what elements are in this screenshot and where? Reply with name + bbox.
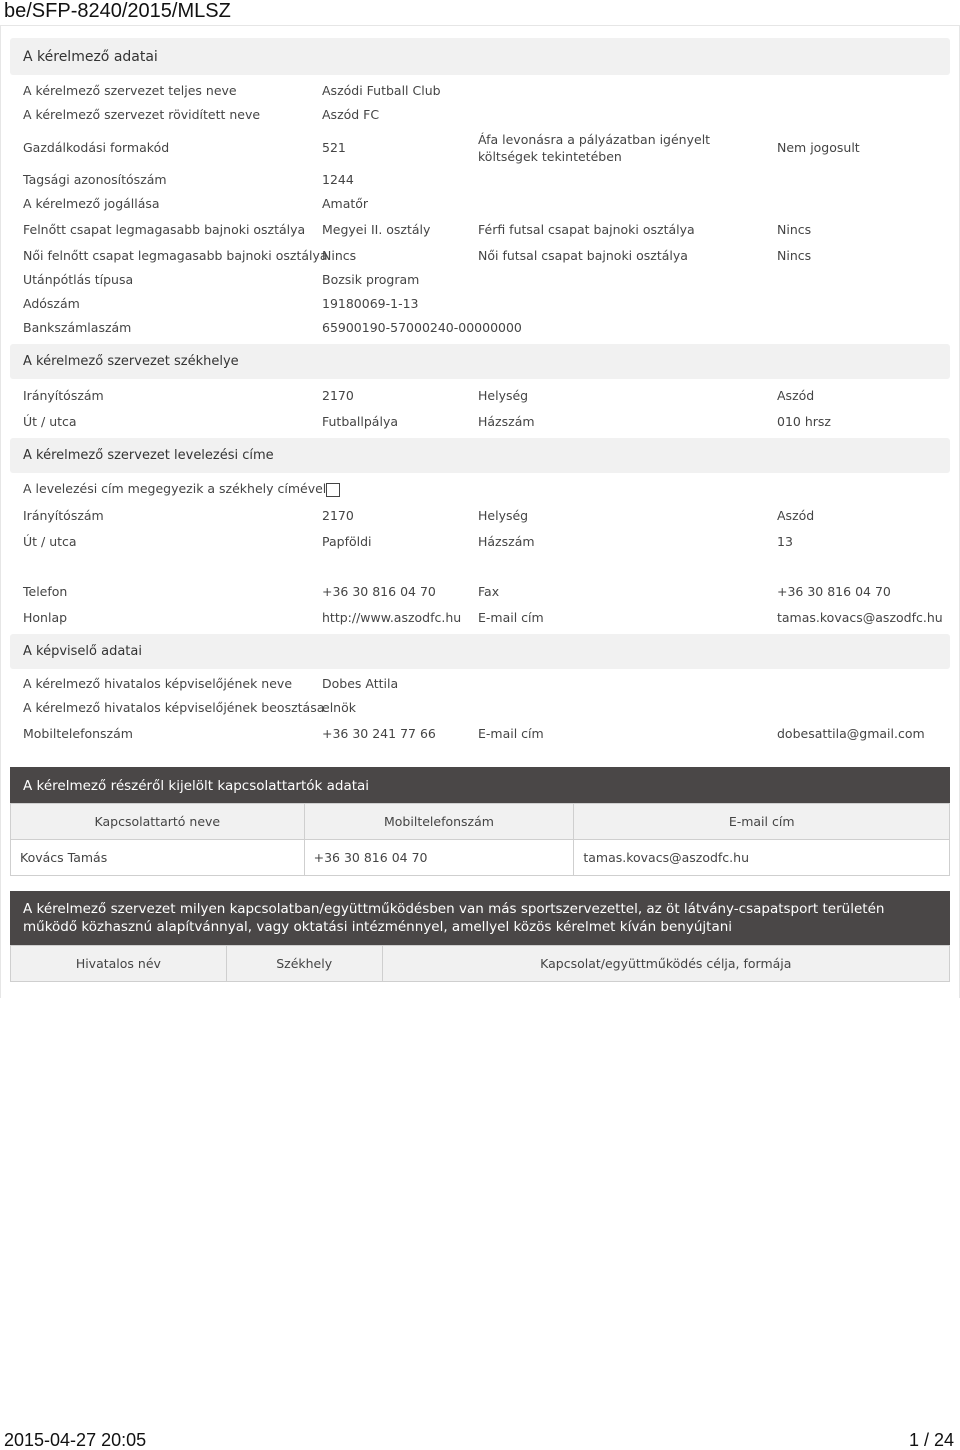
web-value[interactable]: http://www.aszodfc.hu [322, 610, 462, 625]
mail-street-label: Út / utca [23, 534, 77, 549]
col-header-seat: Székhely [226, 946, 382, 982]
vat-value: Nem jogosult [777, 140, 860, 155]
seat-zip-label: Irányítószám [23, 388, 104, 403]
youth-type-value: Bozsik program [322, 272, 420, 287]
contact-name-cell: Kovács Tamás [11, 840, 305, 876]
mail-street-value: Papföldi [322, 534, 372, 549]
legal-status-label: A kérelmező jogállása [23, 196, 160, 211]
econ-code-label: Gazdálkodási formakód [23, 140, 170, 155]
rep-name-value: Dobes Attila [322, 676, 399, 691]
cooperation-table [10, 945, 950, 982]
seat-street-label: Út / utca [23, 414, 77, 429]
mail-zip-value: 2170 [322, 508, 354, 523]
mail-city-label: Helység [478, 508, 529, 523]
rep-position-label: A kérelmező hivatalos képviselőjének beosztása [23, 700, 325, 715]
col-header-purpose: Kapcsolat/együttműködés célja, formája [382, 946, 949, 982]
web-label: Honlap [23, 610, 68, 625]
contact-mobile-cell: +36 30 816 04 70 [304, 840, 574, 876]
col-header-mobile: Mobiltelefonszám [304, 804, 574, 840]
seat-city-value: Aszód [777, 388, 815, 403]
short-name-label: A kérelmező szervezet rövidített neve [23, 107, 261, 122]
rep-mobile-value: +36 30 241 77 66 [322, 726, 436, 741]
cooperation-table-header-row [11, 946, 950, 982]
seat-house-label: Házszám [478, 414, 535, 429]
section-header-seat: A kérelmező szervezet székhelye [10, 344, 950, 379]
vat-label: Áfa levonásra a pályázatban igényelt költségek tekintetében [478, 132, 711, 164]
seat-street-value: Futballpálya [322, 414, 398, 429]
mail-city-value: Aszód [777, 508, 815, 523]
col-header-email: E-mail cím [574, 804, 950, 840]
legal-status-value: Amatőr [322, 196, 369, 211]
section-header-applicant: A kérelmező adatai [10, 38, 950, 75]
same-address-checkbox[interactable] [326, 483, 340, 497]
women-league-label: Női felnőtt csapat legmagasabb bajnoki osztálya [23, 248, 328, 263]
col-header-official-name: Hivatalos név [11, 946, 227, 982]
full-name-label: A kérelmező szervezet teljes neve [23, 83, 237, 98]
contacts-table-title: A kérelmező részéről kijelölt kapcsolattartók adatai [10, 767, 950, 804]
footer-timestamp: 2015-04-27 20:05 [4, 1430, 147, 1450]
mail-house-label: Házszám [478, 534, 535, 549]
econ-code-value: 521 [322, 140, 346, 155]
adult-league-value: Megyei II. osztály [322, 222, 431, 237]
seat-zip-value: 2170 [322, 388, 354, 403]
fax-label: Fax [478, 584, 500, 599]
cooperation-table-title: A kérelmező szervezet milyen kapcsolatban/együttműködésben van más sportszervezettel, az öt látvány-csapatsport területén működő közhasznú alapítvánnyal, vagy oktatási intézménnyel, amellyel közös kérelmet kíván benyújtani [10, 891, 950, 945]
rep-name-label: A kérelmező hivatalos képviselőjének neve [23, 676, 293, 691]
seat-house-value: 010 hrsz [777, 414, 831, 429]
email-value[interactable]: tamas.kovacs@aszodfc.hu [777, 610, 943, 625]
bank-account-value: 65900190-57000240-00000000 [322, 320, 522, 335]
email-label: E-mail cím [478, 610, 544, 625]
adult-league-label: Felnőtt csapat legmagasabb bajnoki osztálya [23, 222, 306, 237]
contacts-table-header-row [11, 804, 950, 840]
member-id-value: 1244 [322, 172, 354, 187]
member-id-label: Tagsági azonosítószám [23, 172, 167, 187]
mail-house-value: 13 [777, 534, 793, 549]
mail-zip-label: Irányítószám [23, 508, 104, 523]
phone-label: Telefon [23, 584, 68, 599]
women-league-value: Nincs [322, 248, 357, 263]
youth-type-label: Utánpótlás típusa [23, 272, 134, 287]
women-futsal-label: Női futsal csapat bajnoki osztálya [478, 248, 688, 263]
col-header-contact-name: Kapcsolattartó neve [11, 804, 305, 840]
table-row [11, 840, 950, 876]
contacts-table [10, 803, 950, 876]
women-futsal-value: Nincs [777, 248, 812, 263]
tax-number-label: Adószám [23, 296, 80, 311]
men-futsal-value: Nincs [777, 222, 812, 237]
tax-number-value: 19180069-1-13 [322, 296, 419, 311]
same-address-label: A levelezési cím megegyezik a székhely címével [23, 481, 327, 496]
section-header-representative: A képviselő adatai [10, 634, 950, 669]
men-futsal-label: Férfi futsal csapat bajnoki osztálya [478, 222, 695, 237]
document-id: be/SFP-8240/2015/MLSZ [4, 0, 231, 22]
rep-email-value[interactable]: dobesattila@gmail.com [777, 726, 925, 741]
phone-value: +36 30 816 04 70 [322, 584, 436, 599]
footer-page-number: 1 / 24 [908, 1430, 954, 1450]
contact-email-cell: tamas.kovacs@aszodfc.hu [574, 840, 950, 876]
rep-email-label: E-mail cím [478, 726, 544, 741]
short-name-value: Aszód FC [322, 107, 380, 122]
fax-value: +36 30 816 04 70 [777, 584, 891, 599]
section-header-mailing: A kérelmező szervezet levelezési címe [10, 438, 950, 473]
rep-mobile-label: Mobiltelefonszám [23, 726, 133, 741]
full-name-value: Aszódi Futball Club [322, 83, 441, 98]
rep-position-value: elnök [322, 700, 356, 715]
seat-city-label: Helység [478, 388, 529, 403]
bank-account-label: Bankszámlaszám [23, 320, 132, 335]
